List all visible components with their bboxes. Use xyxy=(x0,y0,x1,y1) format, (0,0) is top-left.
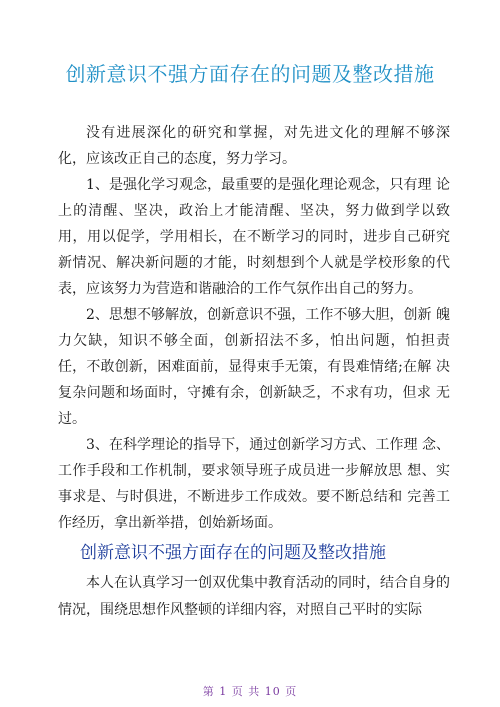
paragraph: 1、是强化学习观念，最重要的是强化理论观念，只有理 论上的清醒、坚决，政治上才能清醒、坚决，努力做到学以致 用，用以促学，学用相长，在不断学习的同时，进步自己研究 新情况、解决新问题的才能，时刻想到个人就是学校形象的代 表，应该努力为营造和谐融洽的工作气氛作出自己的努力。 xyxy=(58,177,450,297)
document-body xyxy=(58,120,450,536)
page-number-footer: 第 1 页 共 10 页 xyxy=(202,685,298,698)
document-title: 创新意识不强方面存在的问题及整改措施 xyxy=(65,62,435,86)
section-title: 创新意识不强方面存在的问题及整改措施 xyxy=(80,543,386,563)
paragraph: 本人在认真学习一创双优集中教育活动的同时，结合自身的情况，围绕思想作风整顿的详细内容，对照自己平时的实际 xyxy=(58,575,450,618)
paragraph: 没有进展深化的研究和掌握，对先进文化的理解不够深 化，应该改正自己的态度，努力学习。 xyxy=(58,125,450,167)
section-body xyxy=(58,570,450,624)
paragraph: 3、在科学理论的指导下，通过创新学习方式、工作理 念、工作手段和工作机制，要求领导班子成员进一步解放思 想、实事求是、与时俱进，不断进步工作成效。要不断总结和 完善工作经历，拿出新举措，创始新场面。 xyxy=(58,437,450,531)
paragraph: 2、思想不够解放，创新意识不强，工作不够大胆，创新 魄力欠缺，知识不够全面，创新招法不多，怕出问题，怕担责 任，不敢创新，困难面前，显得束手无策，有畏难情绪;在解 决复杂问题和场面时，守摊有余，创新缺乏，不求有功，但求 无过。 xyxy=(58,307,450,427)
